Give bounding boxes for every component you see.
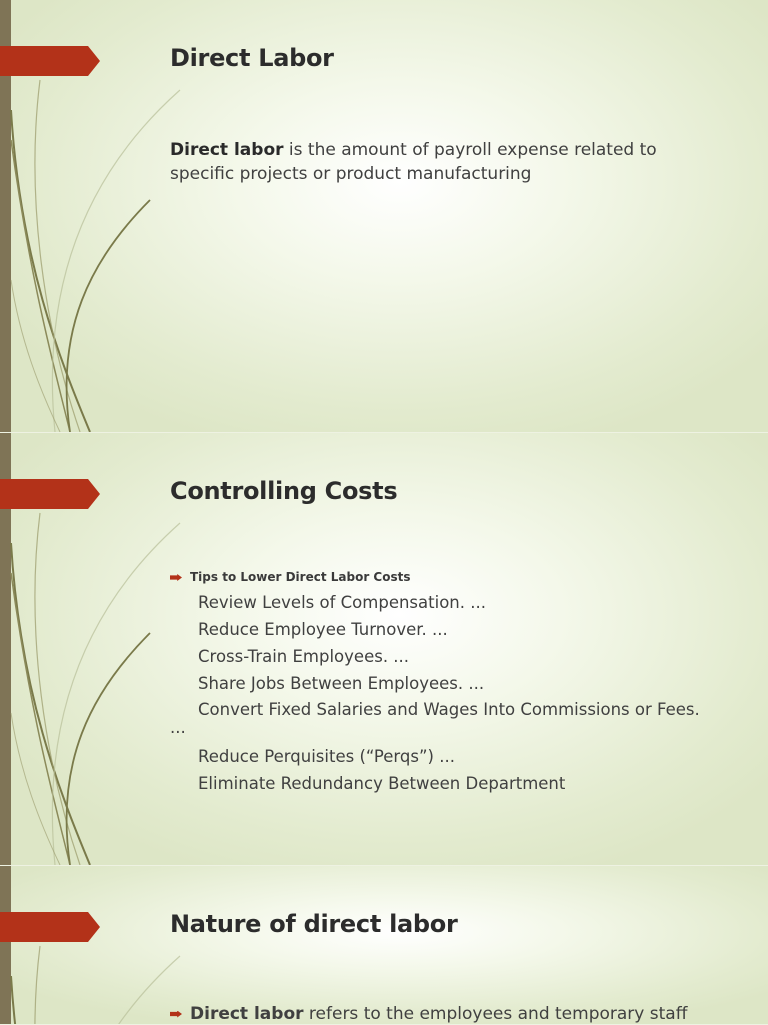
bullet-term: Direct labor [190,1004,304,1024]
list-item-text: Convert Fixed Salaries and Wages Into Commissions or Fees. [198,700,700,719]
list-item: Review Levels of Compensation. ... [198,593,486,612]
title-arrow-tab [0,912,100,942]
list-item: Cross-Train Employees. ... [198,647,410,666]
list-item: Share Jobs Between Employees. ... [198,674,485,693]
list-item: Reduce Perquisites (“Perqs”) ... [198,747,455,766]
decorative-swoosh [0,866,200,1025]
slide-title: Controlling Costs [170,477,398,505]
slide-direct-labor [0,0,768,433]
definition-text [170,138,710,186]
list-item-continuation: ... [170,718,186,737]
slide-nature-of-direct-labor [0,866,768,1025]
list-item [170,697,740,743]
definition-term: Direct labor [170,140,284,160]
slide-title: Nature of direct labor [170,910,458,938]
slide-controlling-costs [0,433,768,866]
arrow-bullet-icon [170,1011,182,1018]
nature-bullet [170,1004,760,1024]
tips-heading-label: Tips to Lower Direct Labor Costs [190,570,411,584]
list-item: Reduce Employee Turnover. ... [198,620,448,639]
definition-rest: is the amount of payroll expense related to specific projects or product manufacturing [170,140,657,184]
tips-list [170,589,740,797]
bullet-rest: refers to the employees and temporary staff [303,1004,688,1024]
slide-title: Direct Labor [170,44,334,72]
tips-heading [170,570,410,584]
title-arrow-tab [0,46,100,76]
list-item: Eliminate Redundancy Between Department [198,774,566,793]
arrow-bullet-icon [170,574,182,581]
title-arrow-tab [0,479,100,509]
